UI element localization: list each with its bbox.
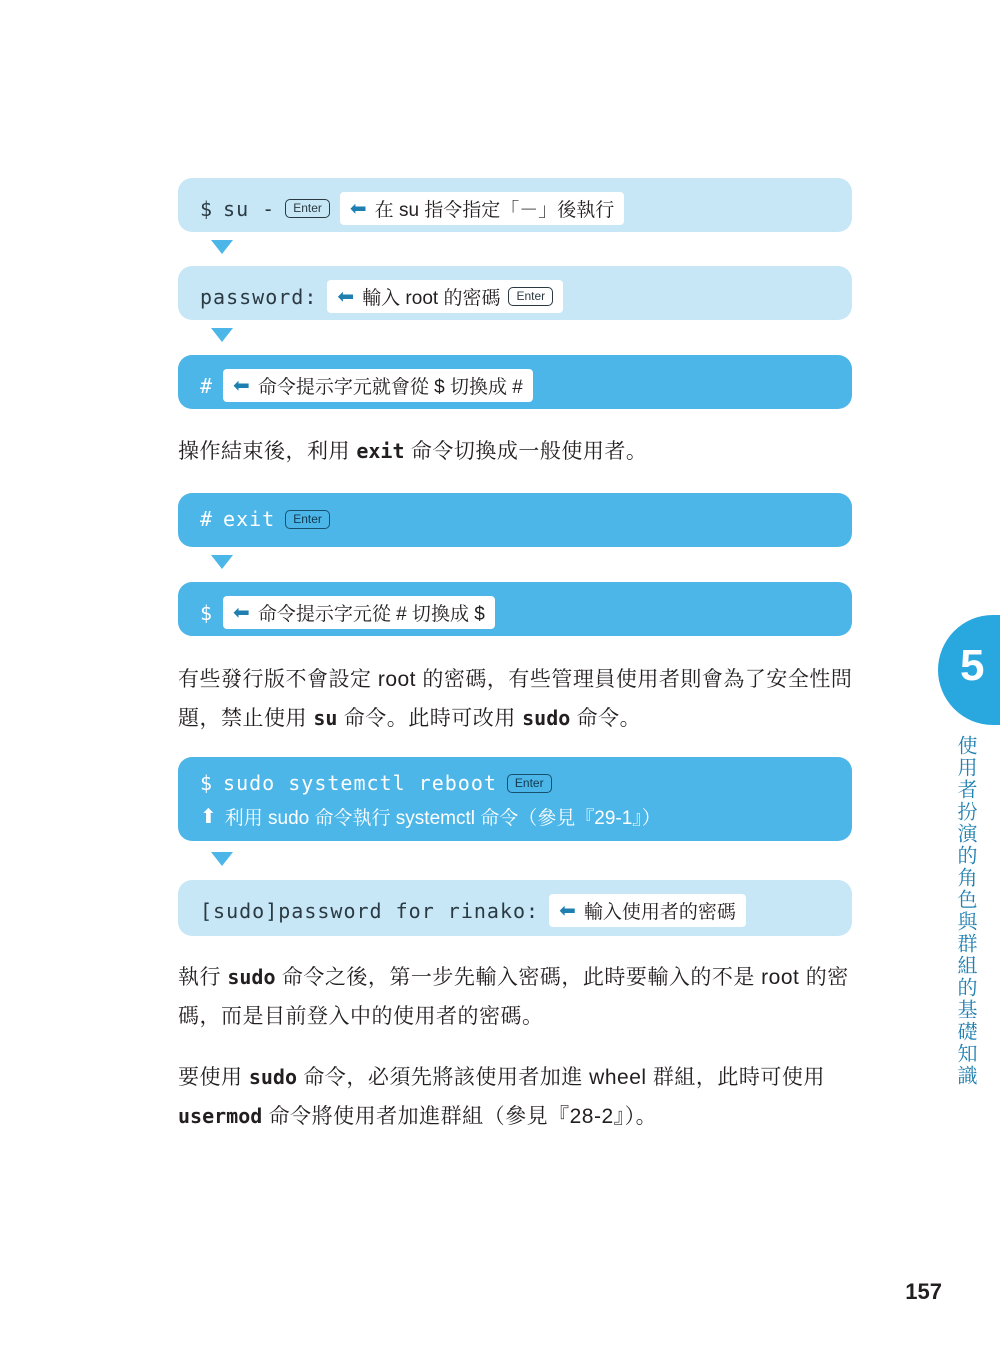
paragraph-wheel-group (178, 1058, 878, 1136)
text-run: 命令。 (570, 707, 642, 730)
enter-keycap: Enter (285, 510, 330, 529)
shell-prompt: $ (200, 196, 214, 221)
arrow-left-icon: ⬅ (233, 601, 250, 624)
text-run: 命令之後，第一步先輸入密碼，此時要輸入的不是 root 的密 (275, 966, 849, 989)
text-run: 操作結束後，利用 (178, 440, 357, 463)
annotation-text: 命令提示字元就會從 $ 切換成 # (257, 377, 523, 398)
flow-arrow-down-icon (211, 240, 233, 254)
shell-prompt: # (200, 507, 214, 531)
annotation-text: 利用 sudo 命令執行 systemctl 命令（參見『29-1』） (224, 808, 661, 829)
annotation-password (327, 280, 563, 313)
paragraph-line (178, 1097, 878, 1136)
enter-keycap: Enter (507, 774, 552, 793)
terminal-block-sudo-password (178, 880, 852, 936)
arrow-left-icon: ⬅ (233, 374, 250, 397)
terminal-block-su (178, 178, 852, 232)
text-run: 碼，而是目前登入中的使用者的密碼。 (178, 1005, 544, 1028)
page-number: 157 (905, 1279, 942, 1304)
paragraph-line (178, 997, 878, 1036)
chapter-number: 5 (960, 641, 985, 690)
text-run: 有些發行版不會設定 root 的密碼，有些管理員使用者則會為了安全性問 (178, 668, 853, 691)
chapter-title-vertical: 使用者扮演的角色與群組的基礎知識 (954, 735, 976, 1087)
annotation-su (340, 192, 624, 225)
terminal-block-password (178, 266, 852, 320)
text-run: 執行 (178, 966, 228, 989)
annotation-text: 輸入使用者的密碼 (583, 902, 736, 923)
shell-prompt: password: (200, 284, 318, 309)
flow-arrow-down-icon (211, 852, 233, 866)
annotation-sudo (200, 803, 661, 830)
inline-command: su (313, 706, 338, 730)
paragraph-exit (178, 432, 878, 471)
text-run: 命令將使用者加進群組（參見『28-2』）。 (262, 1105, 658, 1128)
terminal-block-user-prompt (178, 582, 852, 636)
shell-prompt: # (200, 373, 214, 398)
paragraph-line (178, 660, 878, 699)
text-run: 命令，必須先將該使用者加進 wheel 群組，此時可使用 (297, 1066, 825, 1089)
inline-command: exit (356, 439, 405, 463)
chapter-tab (938, 615, 1000, 725)
annotation-sudo-password (549, 894, 746, 927)
shell-prompt: $ (200, 600, 214, 625)
paragraph-sudo-intro (178, 660, 878, 738)
terminal-block-root-prompt (178, 355, 852, 409)
arrow-left-icon: ⬅ (559, 899, 576, 922)
paragraph-line (178, 699, 878, 738)
arrow-left-icon: ⬅ (337, 285, 355, 308)
annotation-text: 命令提示字元從 # 切換成 $ (257, 604, 485, 625)
text-run: 命令。此時可改用 (337, 707, 523, 730)
annotation-root-prompt (223, 369, 533, 402)
shell-prompt: $ (200, 771, 214, 795)
shell-command: su - (223, 196, 276, 221)
annotation-user-prompt (223, 596, 495, 629)
text-run: 題，禁止使用 (178, 707, 314, 730)
terminal-block-exit (178, 493, 852, 547)
arrow-left-icon: ⬅ (349, 197, 367, 220)
flow-arrow-down-icon (211, 555, 233, 569)
text-run: 命令切換成一般使用者。 (404, 440, 648, 463)
shell-command: sudo systemctl reboot (223, 771, 497, 795)
annotation-text: 在 su 指令指定「－」後執行 (374, 200, 615, 221)
inline-command: sudo (522, 706, 571, 730)
text-run: 要使用 (178, 1066, 249, 1089)
flow-arrow-down-icon (211, 328, 233, 342)
terminal-block-sudo (178, 757, 852, 841)
paragraph-line (178, 1058, 878, 1097)
paragraph-line (178, 958, 878, 997)
inline-command: sudo (227, 965, 276, 989)
paragraph-sudo-password (178, 958, 878, 1036)
annotation-text: 輸入 root 的密碼 (362, 288, 501, 309)
inline-command: sudo (248, 1065, 298, 1089)
shell-command: exit (223, 507, 276, 531)
arrow-up-icon: ⬆ (200, 805, 217, 828)
enter-keycap: Enter (285, 199, 330, 218)
enter-keycap: Enter (508, 287, 553, 306)
inline-command: usermod (178, 1104, 263, 1128)
shell-prompt: [sudo]password for rinako: (200, 898, 540, 923)
